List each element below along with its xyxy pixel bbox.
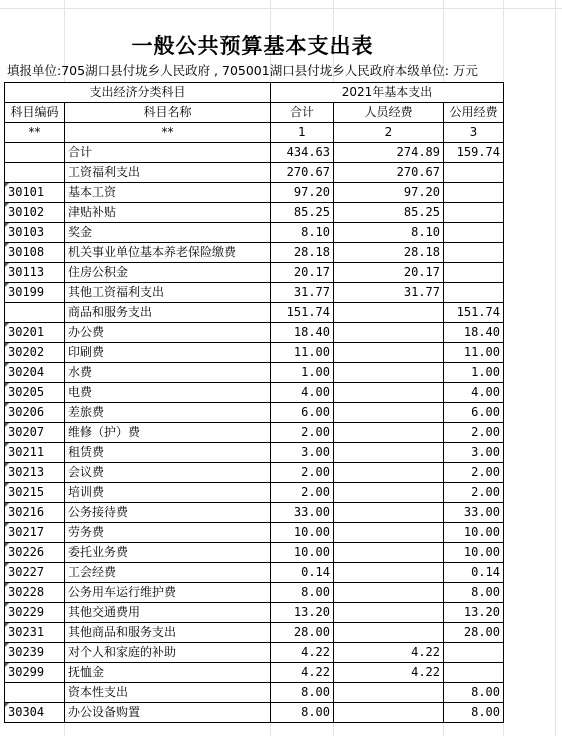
cell-comment-marker-icon xyxy=(5,503,9,507)
row-public-cell[interactable]: 2.00 xyxy=(444,483,504,503)
cell-comment-marker-icon xyxy=(5,463,9,467)
row-personnel-cell[interactable] xyxy=(334,303,444,323)
row-code-cell[interactable] xyxy=(5,223,65,243)
row-code-text: 30204 xyxy=(8,365,45,379)
row-code-text: 30227 xyxy=(8,565,45,579)
row-public-cell[interactable]: 8.00 xyxy=(444,703,504,723)
row-public-cell[interactable]: 10.00 xyxy=(444,523,504,543)
table-row xyxy=(5,623,504,643)
row-personnel-cell[interactable] xyxy=(334,383,444,403)
row-name-cell[interactable]: 办公设备购置 xyxy=(65,703,271,723)
row-public-cell[interactable]: 28.00 xyxy=(444,623,504,643)
table-row xyxy=(5,643,504,663)
row-public-cell[interactable] xyxy=(444,243,504,263)
row-total-cell[interactable]: 4.00 xyxy=(271,383,334,403)
report-title: 一般公共预算基本支出表 xyxy=(131,34,374,58)
header-column-row xyxy=(5,103,504,123)
row-code-text: 30103 xyxy=(8,225,45,239)
row-code-cell[interactable] xyxy=(5,463,65,483)
row-personnel-cell[interactable] xyxy=(334,503,444,523)
cell-comment-marker-icon xyxy=(5,523,9,527)
row-name-cell[interactable]: 公务用车运行维护费 xyxy=(65,583,271,603)
row-total-cell[interactable]: 3.00 xyxy=(271,443,334,463)
row-total-cell[interactable]: 8.00 xyxy=(271,583,334,603)
row-personnel-cell[interactable] xyxy=(334,543,444,563)
row-code-cell[interactable] xyxy=(5,603,65,623)
index-cell-code[interactable]: ** xyxy=(5,123,65,143)
row-code-text: 30199 xyxy=(8,285,45,299)
row-total-cell[interactable]: 270.67 xyxy=(271,163,334,183)
row-code-text: 30299 xyxy=(8,665,45,679)
row-public-cell[interactable] xyxy=(444,643,504,663)
row-personnel-cell[interactable] xyxy=(334,603,444,623)
row-code-text: 30239 xyxy=(8,645,45,659)
table-row xyxy=(5,203,504,223)
row-public-cell[interactable]: 2.00 xyxy=(444,423,504,443)
cell-comment-marker-icon xyxy=(5,203,9,207)
row-code-cell[interactable] xyxy=(5,163,65,183)
row-public-cell[interactable]: 8.00 xyxy=(444,583,504,603)
row-code-text: 30304 xyxy=(8,705,45,719)
row-personnel-cell[interactable]: 4.22 xyxy=(334,643,444,663)
row-code-cell[interactable] xyxy=(5,203,65,223)
row-code-cell[interactable] xyxy=(5,563,65,583)
row-public-cell[interactable]: 4.00 xyxy=(444,383,504,403)
row-total-cell[interactable]: 10.00 xyxy=(271,543,334,563)
cell-comment-marker-icon xyxy=(5,383,9,387)
row-name-cell[interactable]: 工资福利支出 xyxy=(65,163,271,183)
row-total-cell[interactable]: 20.17 xyxy=(271,263,334,283)
cell-comment-marker-icon xyxy=(5,443,9,447)
row-code-cell[interactable] xyxy=(5,403,65,423)
row-public-cell[interactable] xyxy=(444,223,504,243)
row-total-cell[interactable]: 18.40 xyxy=(271,323,334,343)
index-cell-personnel[interactable]: 2 xyxy=(334,123,444,143)
row-code-text: 30102 xyxy=(8,205,45,219)
cell-comment-marker-icon xyxy=(5,543,9,547)
cell-comment-marker-icon xyxy=(5,283,9,287)
row-code-cell[interactable] xyxy=(5,523,65,543)
column-header-public[interactable]: 公用经费 xyxy=(444,103,504,123)
row-name-cell[interactable]: 维修（护）费 xyxy=(65,423,271,443)
row-personnel-cell[interactable] xyxy=(334,483,444,503)
cell-comment-marker-icon xyxy=(5,423,9,427)
row-total-cell[interactable]: 28.18 xyxy=(271,243,334,263)
row-code-cell[interactable] xyxy=(5,583,65,603)
row-public-cell[interactable] xyxy=(444,183,504,203)
row-total-cell[interactable]: 4.22 xyxy=(271,663,334,683)
budget-table xyxy=(4,82,504,723)
row-code-cell[interactable] xyxy=(5,363,65,383)
row-public-cell[interactable]: 6.00 xyxy=(444,403,504,423)
row-name-cell[interactable]: 商品和服务支出 xyxy=(65,303,271,323)
row-code-text: 30226 xyxy=(8,545,45,559)
table-row xyxy=(5,463,504,483)
header-group-right[interactable]: 2021年基本支出 xyxy=(271,83,504,103)
header-group-left[interactable]: 支出经济分类科目 xyxy=(5,83,271,103)
sheet-gridline xyxy=(555,0,556,736)
index-cell-total[interactable]: 1 xyxy=(271,123,334,143)
table-row xyxy=(5,543,504,563)
row-code-cell[interactable] xyxy=(5,503,65,523)
row-personnel-cell[interactable] xyxy=(334,703,444,723)
row-code-text: 30211 xyxy=(8,445,45,459)
row-total-cell[interactable]: 2.00 xyxy=(271,423,334,443)
row-code-cell[interactable] xyxy=(5,703,65,723)
row-code-cell[interactable] xyxy=(5,263,65,283)
row-code-text: 30229 xyxy=(8,605,45,619)
row-code-text: 30216 xyxy=(8,505,45,519)
column-header-personnel[interactable]: 人员经费 xyxy=(334,103,444,123)
row-total-cell[interactable]: 85.25 xyxy=(271,203,334,223)
row-public-cell[interactable]: 0.14 xyxy=(444,563,504,583)
row-code-cell[interactable] xyxy=(5,183,65,203)
row-total-cell[interactable]: 434.63 xyxy=(271,143,334,163)
row-public-cell[interactable]: 3.00 xyxy=(444,443,504,463)
table-row xyxy=(5,443,504,463)
row-personnel-cell[interactable] xyxy=(334,423,444,443)
row-personnel-cell[interactable] xyxy=(334,583,444,603)
row-code-cell[interactable] xyxy=(5,423,65,443)
row-name-cell[interactable]: 差旅费 xyxy=(65,403,271,423)
row-total-cell[interactable]: 0.14 xyxy=(271,563,334,583)
table-row xyxy=(5,403,504,423)
cell-comment-marker-icon xyxy=(5,643,9,647)
cell-comment-marker-icon xyxy=(5,483,9,487)
row-public-cell[interactable]: 33.00 xyxy=(444,503,504,523)
cell-comment-marker-icon xyxy=(5,403,9,407)
table-row xyxy=(5,563,504,583)
table-row xyxy=(5,423,504,443)
row-name-cell[interactable]: 机关事业单位基本养老保险缴费 xyxy=(65,243,271,263)
cell-comment-marker-icon xyxy=(5,323,9,327)
row-total-cell[interactable]: 151.74 xyxy=(271,303,334,323)
row-code-text: 30201 xyxy=(8,325,45,339)
sheet-gridline xyxy=(0,8,562,9)
table-row xyxy=(5,163,504,183)
row-personnel-cell[interactable] xyxy=(334,623,444,643)
table-row xyxy=(5,383,504,403)
row-personnel-cell[interactable]: 20.17 xyxy=(334,263,444,283)
row-public-cell[interactable]: 10.00 xyxy=(444,543,504,563)
row-name-cell[interactable]: 住房公积金 xyxy=(65,263,271,283)
row-personnel-cell[interactable]: 274.89 xyxy=(334,143,444,163)
row-code-cell[interactable] xyxy=(5,323,65,343)
row-name-cell[interactable]: 工会经费 xyxy=(65,563,271,583)
column-header-name[interactable]: 科目名称 xyxy=(65,103,271,123)
row-total-cell[interactable]: 11.00 xyxy=(271,343,334,363)
row-total-cell[interactable]: 8.10 xyxy=(271,223,334,243)
row-total-cell[interactable]: 13.20 xyxy=(271,603,334,623)
row-code-cell[interactable] xyxy=(5,663,65,683)
cell-comment-marker-icon xyxy=(5,623,9,627)
row-code-text: 30113 xyxy=(8,265,45,279)
cell-comment-marker-icon xyxy=(5,583,9,587)
row-name-cell[interactable]: 其他交通费用 xyxy=(65,603,271,623)
table-row xyxy=(5,183,504,203)
row-total-cell[interactable]: 97.20 xyxy=(271,183,334,203)
row-personnel-cell[interactable]: 85.25 xyxy=(334,203,444,223)
table-row xyxy=(5,223,504,243)
row-public-cell[interactable]: 18.40 xyxy=(444,323,504,343)
table-row xyxy=(5,143,504,163)
cell-comment-marker-icon xyxy=(5,183,9,187)
row-total-cell[interactable]: 8.00 xyxy=(271,683,334,703)
row-total-cell[interactable]: 2.00 xyxy=(271,463,334,483)
row-name-cell[interactable]: 对个人和家庭的补助 xyxy=(65,643,271,663)
row-code-text: 30206 xyxy=(8,405,45,419)
row-personnel-cell[interactable]: 28.18 xyxy=(334,243,444,263)
row-name-cell[interactable]: 资本性支出 xyxy=(65,683,271,703)
row-code-cell[interactable] xyxy=(5,143,65,163)
row-total-cell[interactable]: 1.00 xyxy=(271,363,334,383)
column-header-total[interactable]: 合计 xyxy=(271,103,334,123)
row-personnel-cell[interactable] xyxy=(334,403,444,423)
table-row xyxy=(5,483,504,503)
table-row xyxy=(5,663,504,683)
column-header-code[interactable]: 科目编码 xyxy=(5,103,65,123)
table-row xyxy=(5,243,504,263)
row-total-cell[interactable]: 28.00 xyxy=(271,623,334,643)
row-personnel-cell[interactable]: 97.20 xyxy=(334,183,444,203)
row-personnel-cell[interactable]: 4.22 xyxy=(334,663,444,683)
table-row xyxy=(5,323,504,343)
row-total-cell[interactable]: 31.77 xyxy=(271,283,334,303)
table-row xyxy=(5,583,504,603)
table-row xyxy=(5,683,504,703)
row-personnel-cell[interactable] xyxy=(334,523,444,543)
row-public-cell[interactable] xyxy=(444,163,504,183)
row-public-cell[interactable] xyxy=(444,283,504,303)
row-personnel-cell[interactable]: 270.67 xyxy=(334,163,444,183)
table-row xyxy=(5,603,504,623)
row-total-cell[interactable]: 4.22 xyxy=(271,643,334,663)
row-code-cell[interactable] xyxy=(5,483,65,503)
row-code-cell[interactable] xyxy=(5,443,65,463)
row-code-cell[interactable] xyxy=(5,543,65,563)
row-name-cell[interactable]: 电费 xyxy=(65,383,271,403)
row-code-cell[interactable] xyxy=(5,343,65,363)
row-code-cell[interactable] xyxy=(5,283,65,303)
row-name-cell[interactable]: 抚恤金 xyxy=(65,663,271,683)
row-personnel-cell[interactable]: 8.10 xyxy=(334,223,444,243)
table-row xyxy=(5,343,504,363)
row-name-cell[interactable]: 合计 xyxy=(65,143,271,163)
table-row xyxy=(5,283,504,303)
cell-comment-marker-icon xyxy=(5,703,9,707)
row-name-cell[interactable]: 水费 xyxy=(65,363,271,383)
row-code-text: 30215 xyxy=(8,485,45,499)
index-cell-public[interactable]: 3 xyxy=(444,123,504,143)
row-code-cell[interactable] xyxy=(5,683,65,703)
row-name-cell[interactable]: 委托业务费 xyxy=(65,543,271,563)
row-public-cell[interactable]: 2.00 xyxy=(444,463,504,483)
cell-comment-marker-icon xyxy=(5,663,9,667)
row-code-text: 30205 xyxy=(8,385,45,399)
index-cell-name[interactable]: ** xyxy=(65,123,271,143)
cell-comment-marker-icon xyxy=(5,243,9,247)
row-code-text: 30217 xyxy=(8,525,45,539)
row-personnel-cell[interactable] xyxy=(334,343,444,363)
row-total-cell[interactable]: 33.00 xyxy=(271,503,334,523)
row-public-cell[interactable] xyxy=(444,203,504,223)
row-public-cell[interactable] xyxy=(444,263,504,283)
table-row xyxy=(5,303,504,323)
header-index-row xyxy=(5,123,504,143)
row-personnel-cell[interactable] xyxy=(334,563,444,583)
row-public-cell[interactable]: 1.00 xyxy=(444,363,504,383)
cell-comment-marker-icon xyxy=(5,263,9,267)
row-name-cell[interactable]: 培训费 xyxy=(65,483,271,503)
row-name-cell[interactable]: 租赁费 xyxy=(65,443,271,463)
row-code-cell[interactable] xyxy=(5,243,65,263)
cell-comment-marker-icon xyxy=(5,603,9,607)
table-row xyxy=(5,523,504,543)
row-code-text: 30101 xyxy=(8,185,45,199)
row-code-text: 30207 xyxy=(8,425,45,439)
row-name-cell[interactable]: 其他工资福利支出 xyxy=(65,283,271,303)
row-public-cell[interactable]: 8.00 xyxy=(444,683,504,703)
row-code-cell[interactable] xyxy=(5,383,65,403)
row-total-cell[interactable]: 2.00 xyxy=(271,483,334,503)
row-name-cell[interactable]: 奖金 xyxy=(65,223,271,243)
report-subtitle: 填报单位:705湖口县付垅乡人民政府 , 705001湖口县付垅乡人民政府本级单位: 万元 xyxy=(7,63,478,78)
table-row xyxy=(5,263,504,283)
table-row xyxy=(5,363,504,383)
row-total-cell[interactable]: 6.00 xyxy=(271,403,334,423)
cell-comment-marker-icon xyxy=(5,363,9,367)
table-row xyxy=(5,503,504,523)
row-personnel-cell[interactable] xyxy=(334,443,444,463)
row-code-text: 30228 xyxy=(8,585,45,599)
row-name-cell[interactable]: 津贴补贴 xyxy=(65,203,271,223)
row-code-cell[interactable] xyxy=(5,643,65,663)
row-personnel-cell[interactable] xyxy=(334,463,444,483)
table-body xyxy=(5,143,504,723)
row-personnel-cell[interactable]: 31.77 xyxy=(334,283,444,303)
row-code-text: 30213 xyxy=(8,465,45,479)
row-name-cell[interactable]: 会议费 xyxy=(65,463,271,483)
row-name-cell[interactable]: 公务接待费 xyxy=(65,503,271,523)
row-total-cell[interactable]: 8.00 xyxy=(271,703,334,723)
row-personnel-cell[interactable] xyxy=(334,683,444,703)
row-personnel-cell[interactable] xyxy=(334,323,444,343)
row-name-cell[interactable]: 印刷费 xyxy=(65,343,271,363)
cell-comment-marker-icon xyxy=(5,223,9,227)
row-personnel-cell[interactable] xyxy=(334,363,444,383)
row-public-cell[interactable] xyxy=(444,663,504,683)
row-code-text: 30108 xyxy=(8,245,45,259)
row-name-cell[interactable]: 办公费 xyxy=(65,323,271,343)
row-public-cell[interactable]: 151.74 xyxy=(444,303,504,323)
row-code-text: 30231 xyxy=(8,625,45,639)
row-name-cell[interactable]: 基本工资 xyxy=(65,183,271,203)
row-public-cell[interactable]: 11.00 xyxy=(444,343,504,363)
row-code-text: 30202 xyxy=(8,345,45,359)
row-name-cell[interactable]: 其他商品和服务支出 xyxy=(65,623,271,643)
row-code-cell[interactable] xyxy=(5,623,65,643)
row-name-cell[interactable]: 劳务费 xyxy=(65,523,271,543)
row-code-cell[interactable] xyxy=(5,303,65,323)
table-row xyxy=(5,703,504,723)
row-total-cell[interactable]: 10.00 xyxy=(271,523,334,543)
cell-comment-marker-icon xyxy=(5,563,9,567)
header-group-row xyxy=(5,83,504,103)
row-public-cell[interactable]: 13.20 xyxy=(444,603,504,623)
cell-comment-marker-icon xyxy=(5,343,9,347)
row-public-cell[interactable]: 159.74 xyxy=(444,143,504,163)
